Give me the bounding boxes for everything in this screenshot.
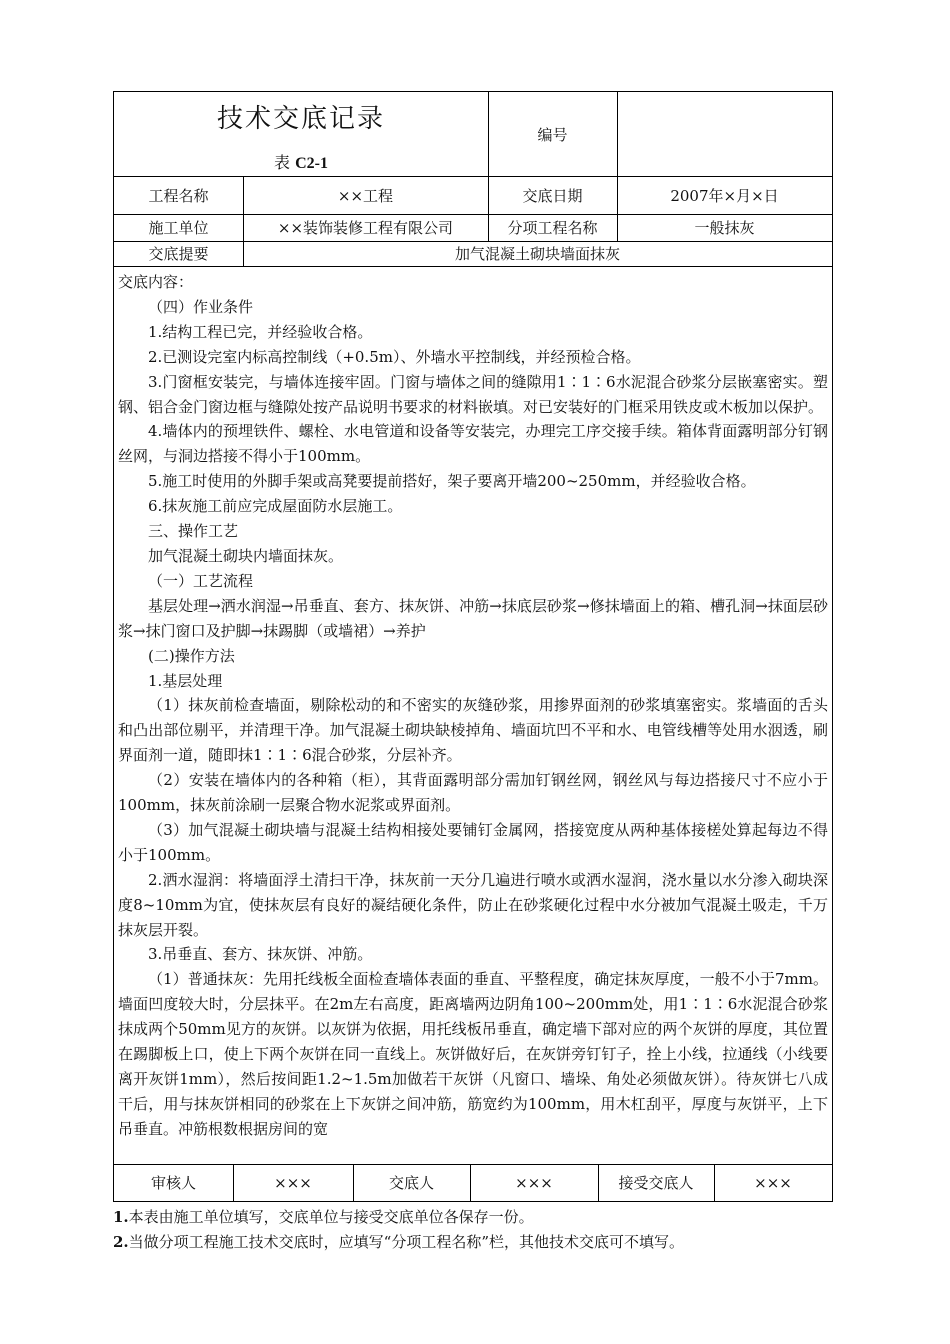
construction-unit-label: 施工单位: [148, 219, 209, 237]
content-paragraph: （四）作业条件: [148, 297, 254, 316]
reviewer-label: 审核人: [150, 1174, 196, 1192]
subproject-name-label: 分项工程名称: [507, 219, 598, 237]
content-paragraph: （3）加气混凝土砌块墙与混凝土结构相接处要铺钉金属网，搭接宽度从两种基体接槎处算起每边不得小于100mm。: [118, 820, 828, 864]
project-name-value: ××工程: [337, 186, 394, 205]
content-paragraph: 1.结构工程已完，并经验收合格。: [148, 322, 373, 341]
content-paragraph: 2.已测设完室内标高控制线（+0.5m）、外墙水平控制线，并经预检合格。: [148, 347, 641, 366]
construction-unit-value: ××装饰装修工程有限公司: [277, 219, 454, 237]
discloser-label: 交底人: [388, 1174, 434, 1192]
content-paragraph: （1）普通抹灰：先用托线板全面检查墙体表面的垂直、平整程度，确定抹灰厚度，一般不小于7mm。墙面凹度较大时，分层抹平。在2m左右高度，距离墙两边阴角100~200mm处，用1∶1∶6水泥混合砂浆抹成两个50mm见方的灰饼。以灰饼为依据，用托线板吊垂直，确定墙下部对应的两个灰饼的厚度，其位置在踢脚板上口，使上下两个灰饼在同一直线上。灰饼做好后，在灰饼旁钉钉子，拴上小线，拉通线（小线要离开灰饼1mm），然后按间距1.2~1.5m加做若干灰饼（凡窗口、墙垛、角处必须做灰饼）。待灰饼七八成干后，用与抹灰饼相同的砂浆在上下灰饼之间冲筋，筋宽约为100mm，用木杠刮平，厚度与灰饼平，上下吊垂直。冲筋根数根据房间的宽: [118, 970, 828, 1138]
summary-label: 交底提要: [148, 245, 209, 263]
receiver-label: 接受交底人: [618, 1174, 694, 1192]
content-paragraph: 三、操作工艺: [148, 522, 239, 541]
content-paragraph: 3.门窗框安装完，与墙体连接牢固。门窗与墙体之间的缝隙用1∶1∶6水泥混合砂浆分层嵌塞密实。塑钢、铝合金门窗边框与缝隙处按产品说明书要求的材料嵌填。对已安装好的门框采用铁皮或木板加以保护。: [118, 372, 828, 416]
note-1: [113, 1205, 843, 1230]
form-code-value: C2-1: [295, 155, 328, 172]
form-code-prefix: 表: [274, 153, 296, 172]
form-title: 技术交底记录: [216, 104, 385, 134]
reviewer-value: ×××: [274, 1173, 312, 1192]
content-paragraph: 1.基层处理: [148, 671, 223, 690]
receiver-value: ×××: [754, 1173, 792, 1192]
content-paragraph: 4.墙体内的预埋铁件、螺栓、水电管道和设备等安装完，办理完工序交接手续。箱体背面露明部分钉钢丝网，与洞边搭接不得小于100mm。: [118, 422, 828, 466]
form-notes: [113, 1205, 843, 1255]
content-paragraph: 基层处理→洒水润湿→吊垂直、套方、抹灰饼、冲筋→抹底层砂浆→修抹墙面上的箱、槽孔洞→抹面层砂浆→抹门窗口及护脚→抹踢脚（或墙裙）→养护: [118, 596, 828, 640]
note-number: 1.: [113, 1208, 129, 1226]
subproject-name-value: 一般抹灰: [694, 219, 755, 237]
form-code: [114, 150, 488, 173]
number-field: [617, 92, 832, 176]
disclosure-date-value: 2007年×月×日: [670, 186, 779, 205]
content-paragraph: （1）抹灰前检查墙面，剔除松动的和不密实的灰缝砂浆，用掺界面剂的砂浆填塞密实。浆墙面的舌头和凸出部位剔平，并清理干净。加气混凝土砌块缺棱掉角、墙面坑凹不平和水、电管线槽等处用水洇透，刷界面剂一道，随即抹1∶1∶6混合砂浆，分层补齐。: [118, 696, 828, 765]
row-divider: [114, 266, 832, 267]
project-name-label: 工程名称: [148, 186, 209, 205]
note-2: [113, 1230, 843, 1255]
disclosure-date-label: 交底日期: [522, 186, 583, 205]
content-paragraph: （2）安装在墙体内的各种箱（柜），其背面露明部分需加钉钢丝网，钢丝风与每边搭接尺寸不应小于100mm，抹灰前涂刷一层聚合物水泥浆或界面剂。: [118, 771, 828, 815]
content-paragraph: 2.洒水湿润：将墙面浮土清扫干净，抹灰前一天分几遍进行喷水或洒水湿润，浇水量以水分渗入砌块深度8~10mm为宜，使抹灰层有良好的凝结硬化条件，防止在砂浆硬化过程中水分被加气混凝土吸走，千万抹灰层开裂。: [118, 870, 828, 939]
disclosure-form: [113, 91, 833, 1202]
content-paragraph: 3.吊垂直、套方、抹灰饼、冲筋。: [148, 945, 373, 964]
content-paragraph: 6.抹灰施工前应完成屋面防水层施工。: [148, 497, 403, 516]
disclosure-content: [118, 270, 828, 1142]
summary-value: 加气混凝土砌块墙面抹灰: [454, 245, 620, 263]
content-paragraph: 5.施工时使用的外脚手架或高凳要提前搭好，架子要离开墙200~250mm，并经验收合格。: [148, 472, 756, 491]
discloser-value: ×××: [515, 1173, 553, 1192]
note-number: 2.: [113, 1233, 129, 1251]
number-label: 编号: [537, 125, 568, 144]
content-paragraph: 加气混凝土砌块内墙面抹灰。: [148, 546, 344, 565]
content-paragraph: （一）工艺流程: [148, 571, 254, 590]
note-text: 本表由施工单位填写，交底单位与接受交底单位各保存一份。: [128, 1208, 534, 1226]
content-heading: 交底内容：: [118, 273, 194, 291]
content-paragraph: (二)操作方法: [148, 646, 235, 665]
note-text: 当做分项工程施工技术交底时，应填写“分项工程名称”栏，其他技术交底可不填写。: [128, 1233, 685, 1251]
